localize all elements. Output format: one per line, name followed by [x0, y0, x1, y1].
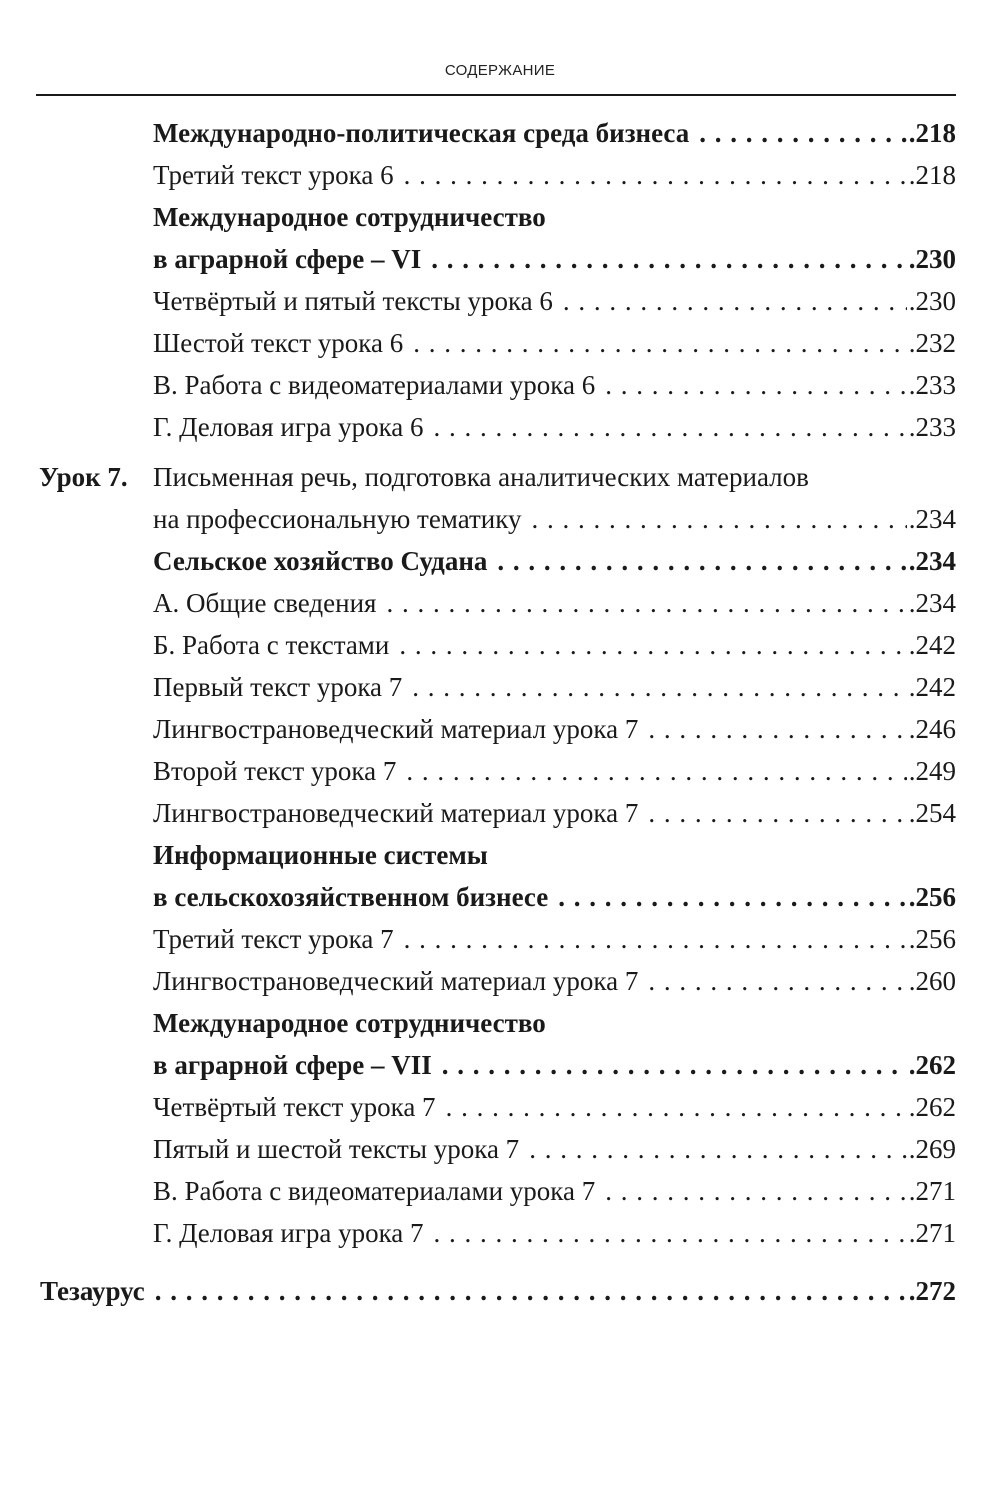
toc-entry-title-cont: в сельскохозяйственном бизнесе	[153, 882, 549, 912]
dot-leader	[431, 238, 906, 280]
toc-entry-title: В. Работа с видеоматериалами урока 6	[153, 370, 596, 400]
toc-page-number: .249	[908, 756, 956, 786]
toc-entry	[0, 960, 1000, 1002]
toc-entry-title-cont: на профессиональную тематику	[153, 504, 522, 534]
toc-entry	[0, 834, 1000, 918]
toc-page-number: .269	[908, 1134, 956, 1164]
toc-entry-title: Первый текст урока 7	[153, 672, 403, 702]
toc-entry-title: Информационные системы	[153, 840, 488, 870]
toc-page-number: .246	[908, 714, 956, 744]
toc-entry-title-cont: в аграрной сфере – VI	[153, 244, 422, 274]
dot-leader	[605, 364, 907, 406]
toc-entry-title-cont: в аграрной сфере – VII	[153, 1050, 432, 1080]
toc-page-number: .234	[908, 546, 956, 576]
toc-entry	[0, 1128, 1000, 1170]
toc-page-number: .218	[908, 160, 956, 190]
toc-entry	[0, 1212, 1000, 1254]
toc-entry	[0, 1002, 1000, 1086]
toc-entry	[0, 196, 1000, 280]
toc-page-number: .230	[908, 244, 956, 274]
toc-entry-title: Письменная речь, подготовка аналитических материалов	[153, 462, 809, 492]
toc-page-number: .242	[908, 630, 956, 660]
toc-page-number: .218	[908, 118, 956, 148]
dot-leader	[434, 406, 907, 448]
toc-page-number: .234	[908, 588, 956, 618]
dot-leader	[412, 666, 906, 708]
toc-entry	[0, 708, 1000, 750]
dot-leader	[563, 280, 907, 322]
toc-entry-title: Второй текст урока 7	[153, 756, 397, 786]
dot-leader	[648, 792, 906, 834]
dot-leader	[404, 154, 907, 196]
toc-entry	[0, 154, 1000, 196]
toc-page-number: .260	[908, 966, 956, 996]
dot-leader	[497, 540, 906, 582]
toc-entry	[0, 1170, 1000, 1212]
toc-entry-title: Третий текст урока 6	[153, 160, 394, 190]
dot-leader	[406, 750, 906, 792]
dot-leader	[446, 1086, 907, 1128]
toc-entry-title: А. Общие сведения	[153, 588, 377, 618]
dot-leader	[531, 498, 906, 540]
toc-entry-title: Сельское хозяйство Судана	[153, 546, 488, 576]
lesson-label: Урок 7.	[39, 462, 128, 492]
toc-entry	[0, 540, 1000, 582]
toc-page-number: .242	[908, 672, 956, 702]
toc-page-number: .232	[908, 328, 956, 358]
toc-entry-title: Международное сотрудничество	[153, 1008, 546, 1038]
toc-page-number: .262	[908, 1092, 956, 1122]
toc-entry-title: Б. Работа с текстами	[153, 630, 390, 660]
dot-leader	[434, 1212, 907, 1254]
dot-leader	[413, 322, 907, 364]
dot-leader	[399, 624, 906, 666]
toc-entry	[0, 582, 1000, 624]
dot-leader	[442, 1044, 907, 1086]
toc-page-number: .271	[908, 1176, 956, 1206]
toc-entry	[0, 1086, 1000, 1128]
toc-page-number: .230	[908, 286, 956, 316]
toc-entry-title: Третий текст урока 7	[153, 924, 394, 954]
toc-entry	[0, 322, 1000, 364]
toc-entry-title: Г. Деловая игра урока 6	[153, 412, 424, 442]
dot-leader	[648, 708, 906, 750]
toc-lesson-entry	[0, 456, 1000, 540]
toc-entry	[0, 280, 1000, 322]
toc-page-number: .233	[908, 412, 956, 442]
dot-leader	[529, 1128, 907, 1170]
toc-entry-title: Шестой текст урока 6	[153, 328, 404, 358]
toc-entry	[0, 792, 1000, 834]
toc-entry	[0, 112, 1000, 154]
toc-page-number: .262	[908, 1050, 956, 1080]
toc-entry	[0, 406, 1000, 448]
toc-entry-title: Лингвострановедческий материал урока 7	[153, 798, 639, 828]
toc-entry-title: Четвёртый текст урока 7	[153, 1092, 436, 1122]
toc-page-number: .272	[908, 1276, 956, 1306]
toc-entry-title: В. Работа с видеоматериалами урока 7	[153, 1176, 596, 1206]
dot-leader	[558, 876, 907, 918]
dot-leader	[404, 918, 907, 960]
toc-entry-title: Лингвострановедческий материал урока 7	[153, 966, 639, 996]
toc-page-number: .256	[908, 924, 956, 954]
toc-entry-title: Международно-политическая среда бизнеса	[153, 118, 690, 148]
dot-leader	[155, 1270, 907, 1312]
toc-page-number: .256	[908, 882, 956, 912]
toc-page-number: .234	[908, 504, 956, 534]
toc-entry-title: Пятый и шестой тексты урока 7	[153, 1134, 520, 1164]
toc-entry-title: Г. Деловая игра урока 7	[153, 1218, 424, 1248]
toc-entry-title: Лингвострановедческий материал урока 7	[153, 714, 639, 744]
toc-entry	[0, 918, 1000, 960]
toc-entry	[0, 624, 1000, 666]
toc-entry-title: Тезаурус	[40, 1276, 145, 1306]
toc-entry	[0, 666, 1000, 708]
dot-leader	[605, 1170, 907, 1212]
dot-leader	[386, 582, 906, 624]
toc-page-number: .254	[908, 798, 956, 828]
toc-entry-title: Международное сотрудничество	[153, 202, 546, 232]
toc-entry	[0, 364, 1000, 406]
toc-top-entry	[0, 1270, 1000, 1312]
dot-leader	[648, 960, 906, 1002]
toc-entry	[0, 750, 1000, 792]
toc-page-number: .233	[908, 370, 956, 400]
toc-page-number: .271	[908, 1218, 956, 1248]
table-of-contents	[0, 112, 1000, 1312]
dot-leader	[699, 112, 907, 154]
toc-entry-title: Четвёртый и пятый тексты урока 6	[153, 286, 553, 316]
header-rule	[36, 94, 956, 96]
running-head: СОДЕРЖАНИЕ	[444, 62, 556, 79]
